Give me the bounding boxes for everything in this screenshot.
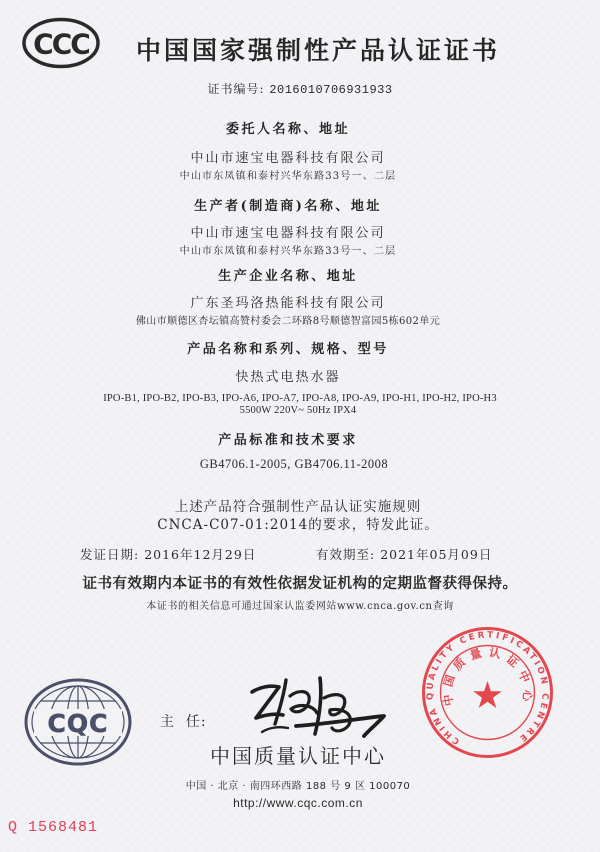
expiry-date: 2021年05月09日 <box>380 547 493 562</box>
director-label: 主 任: <box>160 714 207 730</box>
director-signature <box>238 672 388 750</box>
certification-stamp <box>420 625 555 760</box>
website-note: 本证书的相关信息可通过国家认监委网站www.cnca.gov.cn查询 <box>146 601 454 612</box>
factory-address: 佛山市顺德区杏坛镇高赞村委会二环路8号顺德智富园5栋602单元 <box>135 316 441 327</box>
standards-heading: 产品标准和技术要求 <box>218 433 358 448</box>
issuer-address: 中国 · 北京 · 南四环西路 188 号 9 区 100070 <box>185 781 411 792</box>
product-spec: 5500W 220V~ 50Hz IPX4 <box>239 405 357 416</box>
stamp-outer-text: CHINA QUALITY CERTIFICATION CENTRE <box>425 630 550 747</box>
applicant-name: 中山市速宝电器科技有限公司 <box>190 151 386 166</box>
ccc-logo <box>20 16 102 70</box>
issue-date-line <box>80 545 256 563</box>
certificate-title: 中国国家强制性产品认证证书 <box>135 36 500 65</box>
product-name: 快热式电热水器 <box>235 370 341 385</box>
applicant-heading: 委托人名称、地址 <box>225 122 350 137</box>
manufacturer-heading: 生产者(制造商)名称、地址 <box>194 199 382 214</box>
certificate-number-line <box>12 80 588 97</box>
stamp-inner-text: 中国质量认证中心 <box>440 645 535 708</box>
product-heading: 产品名称和系列、规格、型号 <box>187 342 389 357</box>
certificate-number-label: 证书编号: <box>207 82 265 96</box>
stamp-star-icon <box>473 681 501 708</box>
validity-note: 证书有效期内本证书的有效性依据发证机构的定期监督获得保持。 <box>82 575 518 592</box>
factory-name: 广东圣玛洛热能科技有限公司 <box>190 296 386 311</box>
certificate-number: 2016010706931933 <box>269 83 393 97</box>
manufacturer-name: 中山市速宝电器科技有限公司 <box>190 226 386 241</box>
product-models: IPO-B1, IPO-B2, IPO-B3, IPO-A6, IPO-A7, IPO-A8, IPO-A9, IPO-H1, IPO-H2, IPO-H3 <box>103 393 497 404</box>
conclusion-line-1: 上述产品符合强制性产品认证实施规则 <box>174 499 422 515</box>
manufacturer-address: 中山市东凤镇和泰村兴华东路33号一、二层 <box>179 246 397 257</box>
expiry-date-label: 有效期至: <box>316 547 376 562</box>
issue-date: 2016年12月29日 <box>144 547 257 562</box>
applicant-address: 中山市东凤镇和泰村兴华东路33号一、二层 <box>179 171 397 182</box>
issuer-name: 中国质量认证中心 <box>210 744 386 768</box>
ccc-logo-text: CCC <box>33 27 89 61</box>
standards-value: GB4706.1-2005, GB4706.11-2008 <box>199 457 389 471</box>
issue-date-label: 发证日期: <box>80 547 140 562</box>
issuer-url: http://www.cqc.com.cn <box>233 796 363 810</box>
conclusion-line-2: CNCA-C07-01:2014的要求，特发此证。 <box>157 517 439 533</box>
serial-number: Q 1568481 <box>8 819 99 836</box>
factory-heading: 生产企业名称、地址 <box>218 269 358 284</box>
cqc-logo-text: CQC <box>47 709 109 738</box>
expiry-date-line <box>316 545 492 563</box>
